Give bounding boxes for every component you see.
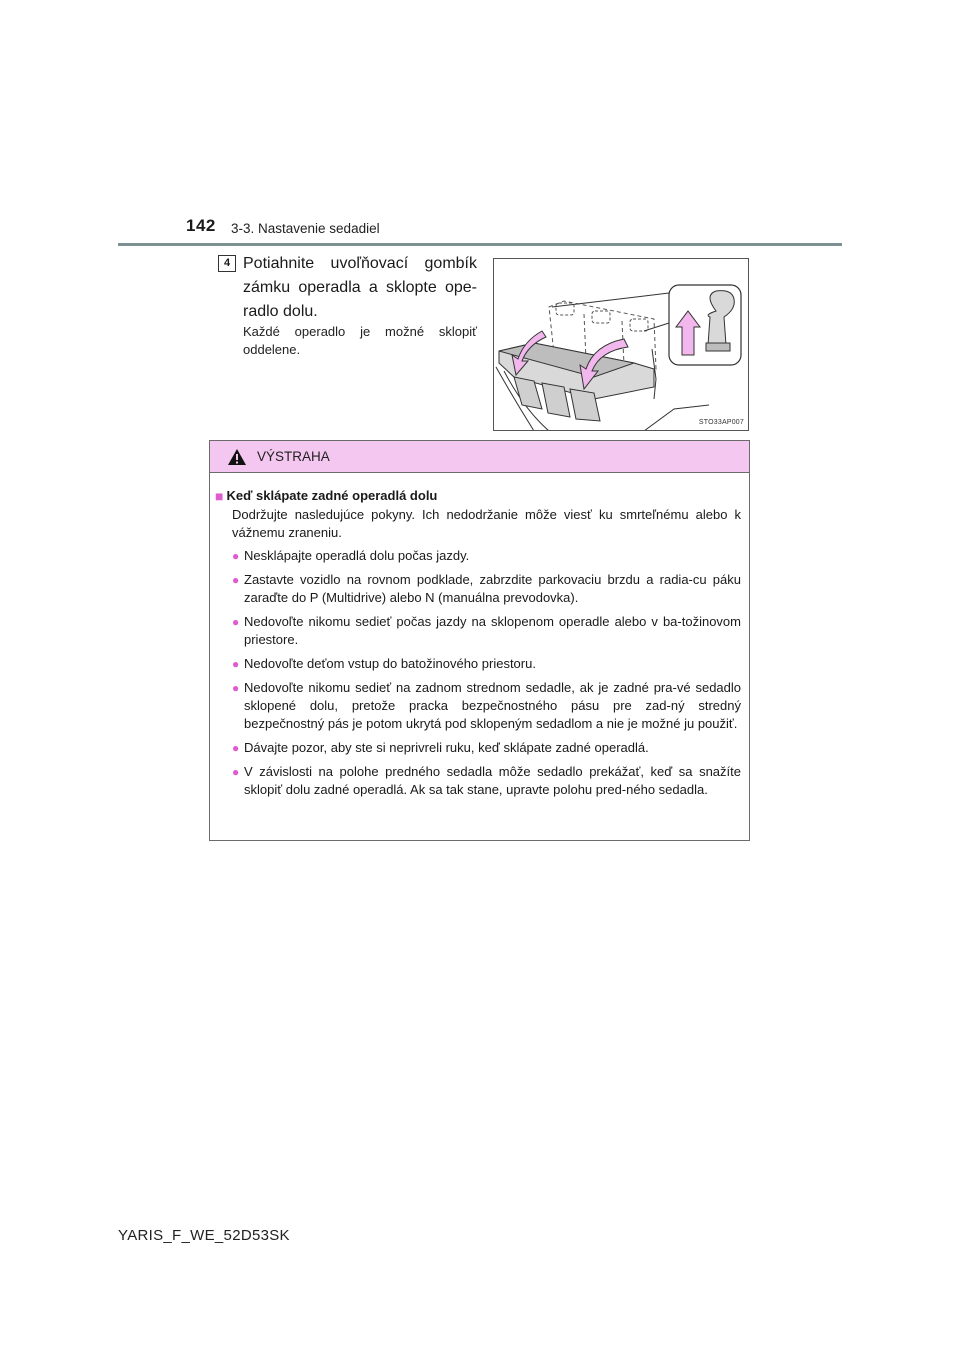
list-item-text: Dávajte pozor, aby ste si neprivreli ruku, keď sklápate zadné operadlá.	[244, 740, 649, 755]
list-item	[215, 547, 741, 565]
seat-fold-illustration	[493, 258, 749, 431]
warning-box	[209, 440, 750, 841]
warning-heading-text: Keď sklápate zadné operadlá dolu	[226, 488, 438, 503]
seat-fold-drawing	[494, 259, 749, 431]
list-item	[215, 613, 741, 649]
bullet-icon: ●	[232, 657, 240, 671]
step-note: Každé operadlo je možné sklopiť oddelene.	[243, 324, 477, 357]
list-item	[215, 739, 741, 757]
bullet-icon: ●	[232, 573, 240, 587]
bullet-icon: ●	[232, 681, 240, 695]
bullet-icon: ●	[232, 549, 240, 563]
list-item-text: Zastavte vozidlo na rovnom podklade, zabrzdite parkovaciu brzdu a radia-cu páku zaraďte do P (Multidrive) alebo N (manuálna prevodovka).	[244, 572, 741, 605]
warning-list	[215, 547, 741, 799]
page-number: 142	[186, 216, 216, 235]
list-item	[215, 655, 741, 673]
list-item	[215, 679, 741, 733]
list-item	[215, 763, 741, 799]
step-number-badge: 4	[218, 255, 236, 272]
warning-intro: Dodržujte nasledujúce pokyny. Ich nedodržanie môže viesť ku smrteľnému alebo k vážnemu zraneniu.	[232, 507, 741, 540]
list-item	[215, 571, 741, 607]
section-title: 3-3. Nastavenie sedadiel	[231, 221, 380, 236]
square-bullet-icon: ■	[215, 488, 224, 504]
warning-heading	[215, 487, 741, 505]
bullet-icon: ●	[232, 615, 240, 629]
figure-code: STO33AP007	[698, 419, 744, 426]
header-rule	[118, 243, 842, 246]
step-instruction: Potiahnite uvoľňovací gombík zámku operadla a sklopte ope-radlo dolu.	[243, 255, 477, 320]
warning-body	[210, 473, 749, 799]
list-item-text: Nesklápajte operadlá dolu počas jazdy.	[244, 548, 470, 563]
bullet-icon: ●	[232, 741, 240, 755]
list-item-text: Nedovoľte nikomu sedieť na zadnom strednom sedadle, ak je zadné pra-vé sedadlo sklopené dolu, pretože pracka bezpečnostného pásu pre zad-ný stredný bezpečnostný pás je potom ukrytá pod sklopeným sedadlom a nie je možné ju použiť.	[244, 680, 741, 731]
warning-triangle-icon	[227, 448, 247, 466]
warning-header	[210, 441, 749, 473]
warning-title: VÝSTRAHA	[257, 449, 330, 464]
list-item-text: V závislosti na polohe predného sedadla môže sedadlo prekážať, keď sa snažíte sklopiť dolu zadné operadlá. Ak sa tak stane, upravte polohu pred-ného sedadla.	[244, 764, 741, 797]
list-item-text: Nedovoľte nikomu sedieť počas jazdy na sklopenom operadle alebo v ba-tožinovom priestore.	[244, 614, 741, 647]
list-item-text: Nedovoľte deťom vstup do batožinového priestoru.	[244, 656, 536, 671]
document-code: YARIS_F_WE_52D53SK	[118, 1227, 290, 1244]
bullet-icon: ●	[232, 765, 240, 779]
